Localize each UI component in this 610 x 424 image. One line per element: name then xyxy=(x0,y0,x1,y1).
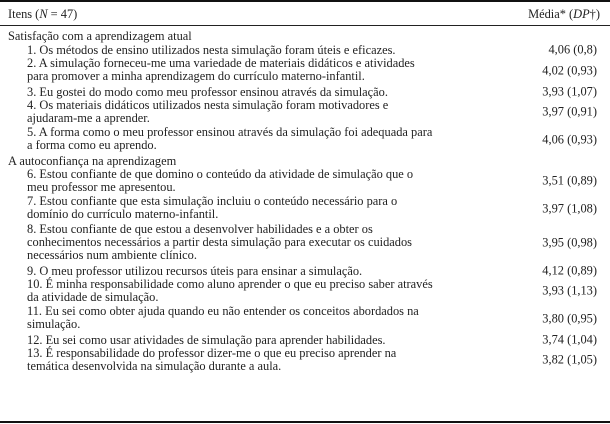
item-value: 3,97 (1,08) xyxy=(542,201,597,216)
header-mean-sd: Média* (DP†) xyxy=(528,7,600,21)
table-row xyxy=(0,168,607,196)
item-value: 3,80 (0,95) xyxy=(542,311,597,326)
item-value: 4,06 (0,93) xyxy=(542,132,597,147)
item-text: 1. Os métodos de ensino utilizados nesta simulação foram úteis e eficazes. xyxy=(27,43,396,57)
table-top-rule xyxy=(0,0,610,2)
item-text: 5. A forma como o meu professor ensinou através da simulação foi adequada para a forma como eu aprendo. xyxy=(27,125,433,153)
table-row xyxy=(0,264,607,278)
item-text: 12. Eu sei como usar atividades de simulação para aprender habilidades. xyxy=(27,332,386,347)
item-text: 4. Os materiais didáticos utilizados nesta simulação foram motivadores e ajudaram-me a aprender. xyxy=(27,97,389,125)
item-value: 4,12 (0,89) xyxy=(542,263,597,277)
section-title: Satisfação com a aprendizagem atual xyxy=(8,29,192,43)
table-row xyxy=(0,305,607,333)
section-title: A autoconfiança na aprendizagem xyxy=(8,153,177,168)
table-row xyxy=(0,347,607,375)
item-value: 4,02 (0,93) xyxy=(542,63,597,78)
header-items: Itens (N = 47) xyxy=(8,7,78,21)
item-value: 3,93 (1,13) xyxy=(542,283,597,298)
item-value: 3,51 (0,89) xyxy=(542,173,597,188)
item-text: 10. É minha responsabilidade como aluno aprender o que eu preciso saber através da atividade de simulação. xyxy=(27,276,433,304)
table-row xyxy=(0,99,607,127)
item-value: 4,06 (0,8) xyxy=(548,42,597,57)
table-row xyxy=(0,85,607,99)
item-value: 3,82 (1,05) xyxy=(542,352,597,367)
item-value: 3,93 (1,07) xyxy=(542,84,597,98)
table-header xyxy=(0,5,610,25)
item-text: 9. O meu professor utilizou recursos úteis para ensinar a simulação. xyxy=(27,263,363,278)
table-row xyxy=(0,57,607,85)
table-body xyxy=(0,29,610,374)
item-text: 7. Estou confiante que esta simulação incluiu o conteúdo necessário para o domínio do currículo materno-infantil. xyxy=(27,194,398,222)
item-text: 2. A simulação forneceu-me uma variedade de materiais didáticos e atividades para promover a minha aprendizagem do currículo materno-infantil. xyxy=(27,56,415,84)
table-row xyxy=(0,195,607,223)
item-value: 3,95 (0,98) xyxy=(542,235,597,250)
table-row xyxy=(0,278,607,306)
table-row xyxy=(0,223,607,264)
item-text: 11. Eu sei como obter ajuda quando eu não entender os conceitos abordados na simulação. xyxy=(27,304,419,332)
header-rule xyxy=(0,25,610,26)
item-value: 3,97 (0,91) xyxy=(542,104,597,119)
item-text: 6. Estou confiante de que domino o conteúdo da atividade de simulação que o meu professor me apresentou. xyxy=(27,166,414,194)
table-row xyxy=(0,126,607,154)
item-text: 3. Eu gostei do modo como meu professor ensinou através da simulação. xyxy=(27,84,388,99)
item-text: 13. É responsabilidade do professor dizer-me o que eu preciso aprender na temática desenvolvida na simulação durante a aula. xyxy=(27,345,397,373)
table-row xyxy=(0,333,607,347)
table-bottom-rule xyxy=(0,421,610,423)
table-row xyxy=(0,43,607,57)
item-text: 8. Estou confiante de que estou a desenvolver habilidades e a obter os conhecimentos necessários a partir desta simulação para executar os cuidados necessários num ambiente clínico. xyxy=(27,221,412,263)
item-value: 3,74 (1,04) xyxy=(542,332,597,346)
